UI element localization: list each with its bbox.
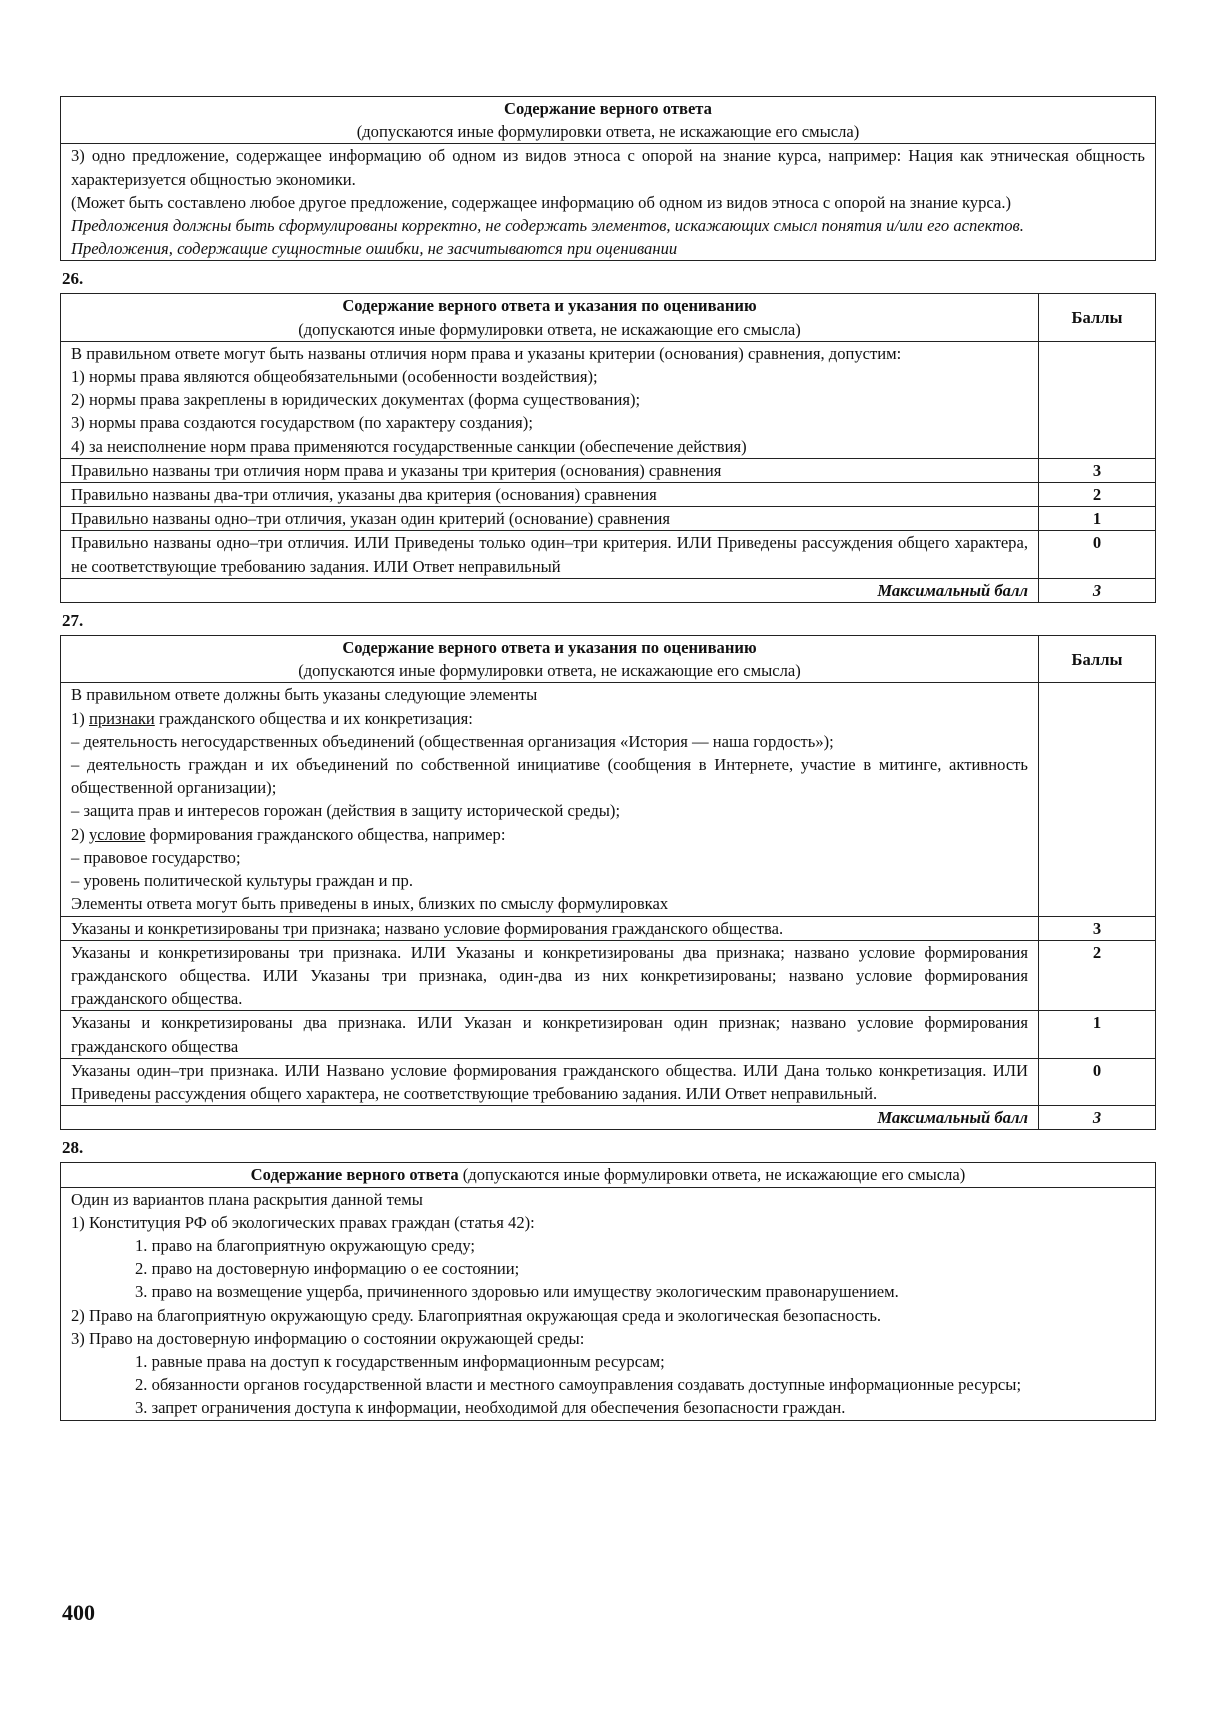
header-title: Содержание верного ответа и указания по оцениванию	[342, 638, 757, 658]
content-line: – деятельность негосударственных объединений (общественная организация «История — наша гордость»);	[71, 731, 834, 751]
score-column-header: Баллы	[1039, 294, 1156, 341]
plan-subitem: 1. право на благоприятную окружающую среду;	[135, 1235, 476, 1255]
underlined-term: условие	[88, 824, 146, 844]
scoring-row	[61, 1011, 1156, 1058]
table-header	[61, 97, 1156, 144]
max-score-row	[61, 1106, 1156, 1130]
criterion-text: Указаны один–три признака. ИЛИ Названо условие формирования гражданского общества. ИЛИ Дана только конкретизация. ИЛИ Приведены рассуждения общего характера, не соответствующие требованию задания. ИЛИ Ответ неправильный.	[61, 1058, 1039, 1105]
criterion-text: Указаны и конкретизированы три признака. ИЛИ Указаны и конкретизированы два признака; названо условие формирования гражданского общества. ИЛИ Указаны три признака, один-два из них конкретизированы; названо условие формирования гражданского общества.	[61, 940, 1039, 1011]
plan-subitem: 1. равные права на доступ к государственным информационным ресурсам;	[135, 1351, 665, 1371]
question-number-28: 28.	[62, 1138, 84, 1158]
content-line: 4) за неисполнение норм права применяются государственные санкции (обеспечение действия)	[71, 436, 747, 456]
content-line: 3) нормы права создаются государством (по характеру создания);	[71, 413, 533, 433]
score-value: 2	[1039, 940, 1156, 1011]
criterion-text: Указаны и конкретизированы два признака. ИЛИ Указан и конкретизирован один признак; названо условие формирования гражданского общества	[61, 1011, 1039, 1058]
header-subtitle: (допускаются иные формулировки ответа, не искажающие его смысла)	[356, 122, 860, 142]
score-value: 0	[1039, 1058, 1156, 1105]
criterion-text: Указаны и конкретизированы три признака; названо условие формирования гражданского общества.	[61, 916, 1039, 940]
header-subtitle: (допускаются иные формулировки ответа, не искажающие его смысла)	[298, 319, 801, 339]
italic-note: Предложения, содержащие сущностные ошибки, не засчитываются при оценивании	[71, 239, 678, 259]
plan-subitem: 3. запрет ограничения доступа к информации, необходимой для обеспечения безопасности граждан.	[135, 1398, 846, 1418]
content-line: Элементы ответа могут быть приведены в иных, близких по смыслу формулировках	[71, 894, 669, 914]
content-line: 2) нормы права закреплены в юридических документах (форма существования);	[71, 390, 641, 410]
answer-content	[61, 144, 1156, 261]
answer-content	[61, 1187, 1156, 1420]
header-subtitle: (допускаются иные формулировки ответа, не искажающие его смысла)	[458, 1165, 966, 1185]
content-line: 1) признаки гражданского общества и их конкретизация:	[71, 708, 473, 728]
scoring-row	[61, 507, 1156, 531]
header-title: Содержание верного ответа	[504, 99, 712, 118]
header-title: Содержание верного ответа и указания по оцениванию	[342, 296, 757, 316]
content-line: – защита прав и интересов горожан (действия в защиту исторической среды);	[71, 801, 621, 821]
max-score-value: 3	[1039, 1106, 1156, 1130]
scoring-row	[61, 940, 1156, 1011]
question-number-27: 27.	[62, 611, 84, 631]
criterion-text: Правильно названы три отличия норм права и указаны три критерия (основания) сравнения	[61, 458, 1039, 482]
score-value: 3	[1039, 458, 1156, 482]
content-line: 1) Конституция РФ об экологических правах граждан (статья 42):	[71, 1212, 535, 1232]
table-header	[61, 1163, 1156, 1187]
content-line: – правовое государство;	[71, 847, 241, 867]
answer-table-26	[60, 293, 1156, 603]
max-score-row	[61, 578, 1156, 602]
plan-subitem: 2. право на достоверную информацию о ее состоянии;	[135, 1259, 520, 1279]
content-line: В правильном ответе могут быть названы отличия норм права и указаны критерии (основания) сравнения, допустим:	[71, 343, 902, 363]
answer-content	[61, 341, 1039, 458]
content-line: 2) условие формирования гражданского общества, например:	[71, 824, 506, 844]
score-value: 3	[1039, 916, 1156, 940]
page-number: 400	[62, 1600, 95, 1625]
scoring-row	[61, 531, 1156, 578]
scoring-row	[61, 483, 1156, 507]
criterion-text: Правильно названы одно–три отличия. ИЛИ Приведены только один–три критерия. ИЛИ Приведены рассуждения общего характера, не соответствующие требованию задания. ИЛИ Ответ неправильный	[61, 531, 1039, 578]
underlined-term: признаки	[88, 708, 155, 728]
content-line: Один из вариантов плана раскрытия данной темы	[71, 1189, 423, 1209]
plan-subitem: 3. право на возмещение ущерба, причиненного здоровью или имуществу экологическим правонарушением.	[135, 1282, 899, 1302]
answer-table-27	[60, 635, 1156, 1130]
content-line: 3) одно предложение, содержащее информацию об одном из видов этноса с опорой на знание курса, например: Нация как этническая общность характеризуется общностью экономики.	[71, 146, 1145, 189]
criterion-text: Правильно названы одно–три отличия, указан один критерий (основание) сравнения	[61, 507, 1039, 531]
max-score-label: Максимальный балл	[61, 578, 1039, 602]
score-value: 1	[1039, 507, 1156, 531]
content-line: 3) Право на достоверную информацию о состоянии окружающей среды:	[71, 1328, 585, 1348]
header-subtitle: (допускаются иные формулировки ответа, не искажающие его смысла)	[298, 661, 801, 681]
answer-table-25	[60, 96, 1156, 261]
answer-table-28	[60, 1162, 1156, 1420]
criterion-text: Правильно названы два-три отличия, указаны два критерия (основания) сравнения	[61, 483, 1039, 507]
scoring-row	[61, 916, 1156, 940]
max-score-label: Максимальный балл	[61, 1106, 1039, 1130]
score-column-header: Баллы	[1039, 636, 1156, 683]
max-score-value: 3	[1039, 578, 1156, 602]
content-line: – деятельность граждан и их объединений по собственной инициативе (сообщения в Интернете, участие в митинге, активность общественной организации);	[71, 755, 1028, 798]
score-value: 0	[1039, 531, 1156, 578]
italic-note: Предложения должны быть сформулированы корректно, не содержать элементов, искажающих смысл понятия и/или его аспектов.	[71, 216, 1024, 236]
content-line: 1) нормы права являются общеобязательными (особенности воздействия);	[71, 367, 598, 387]
table-header	[61, 294, 1039, 341]
answer-key-page	[60, 96, 1156, 1421]
content-line: 2) Право на благоприятную окружающую среду. Благоприятная окружающая среда и экологическая безопасность.	[71, 1305, 882, 1325]
score-value: 1	[1039, 1011, 1156, 1058]
content-line: В правильном ответе должны быть указаны следующие элементы	[71, 685, 538, 705]
score-value: 2	[1039, 483, 1156, 507]
plan-subitem: 2. обязанности органов государственной власти и местного самоуправления создавать доступные информационные ресурсы;	[135, 1375, 1022, 1395]
answer-content	[61, 683, 1039, 916]
table-header	[61, 636, 1039, 683]
content-line: (Может быть составлено любое другое предложение, содержащее информацию об одном из видов этноса с опорой на знание курса.)	[71, 192, 1012, 212]
content-line: – уровень политической культуры граждан и пр.	[71, 871, 413, 891]
question-number-26: 26.	[62, 269, 84, 289]
header-title: Содержание верного ответа	[250, 1165, 459, 1185]
scoring-row	[61, 458, 1156, 482]
scoring-row	[61, 1058, 1156, 1105]
